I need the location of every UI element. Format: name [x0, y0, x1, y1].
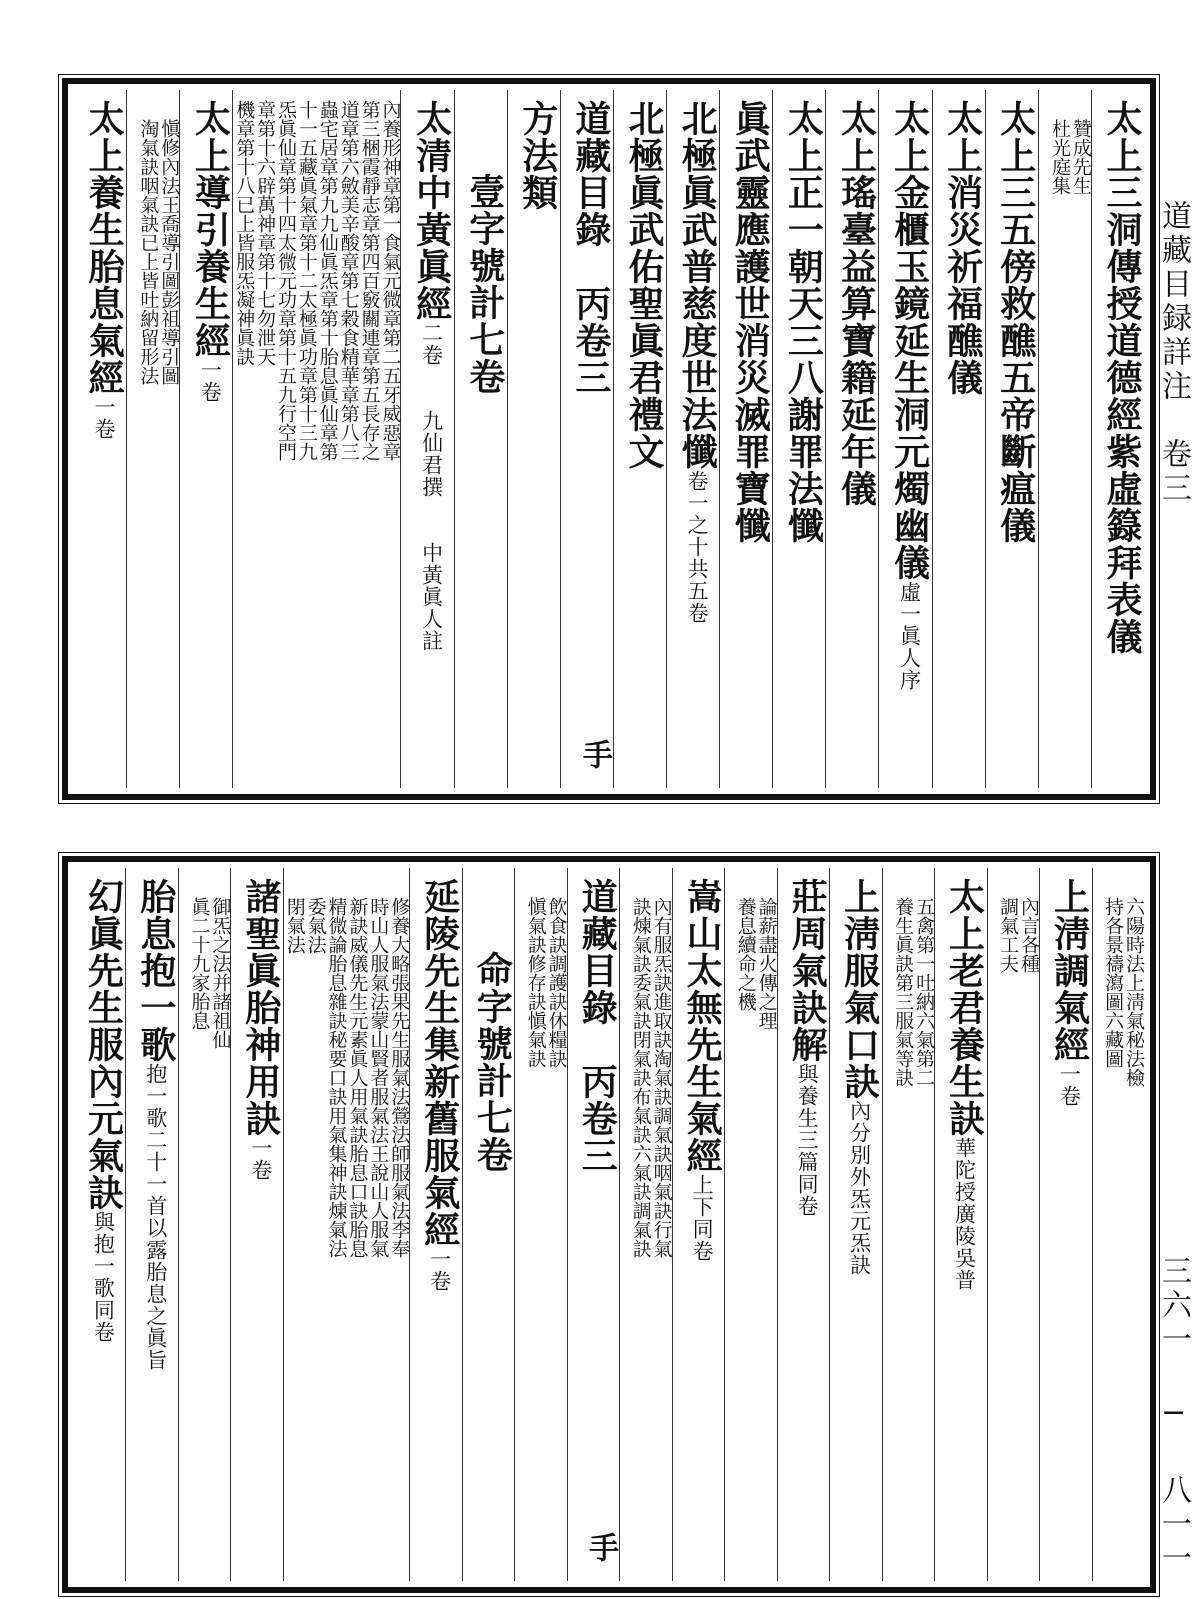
top-column: [454, 90, 507, 788]
top-column: [878, 90, 931, 788]
bottom-column: [777, 868, 829, 1581]
bottom-column: [619, 868, 671, 1581]
annotation-line: 內有服炁訣進取訣淘氣訣調氣訣咽氣訣行氣: [650, 878, 673, 1258]
entry-note: 一卷: [92, 396, 117, 440]
annotation-line: 道章第六斂美辛酸章第七穀食精華章第八三: [337, 100, 360, 461]
entry-title: 延陵先生集新舊服氣經: [418, 878, 461, 1248]
annotation-line: 持各景禱瀉圖六藏圖: [1102, 878, 1125, 1068]
top-page-columns: [74, 90, 1144, 788]
top-column: [932, 90, 985, 788]
entry-title: 眞武靈應護世消災滅罪寶懺: [729, 100, 772, 544]
annotation-line: 淘氣訣咽氣訣已上皆吐納留形法: [137, 100, 160, 385]
margin-book-title: 道藏目録詳注 卷三: [1156, 200, 1191, 506]
entry-note: 二卷 九仙君撰 中黃眞人註: [419, 322, 444, 652]
entry-title: 太上正一朝天三八謝罪法懺: [782, 100, 825, 544]
entry-title: 道藏目錄 丙卷三: [569, 100, 612, 396]
bottom-column: [1092, 868, 1144, 1581]
entry-title: 太上老君養生訣: [943, 878, 986, 1137]
entry-title: 諸聖眞胎神用訣: [239, 878, 282, 1137]
annotation-line: 御炁之法并諸祖仙: [209, 878, 232, 1049]
entry-title: 方法類: [516, 100, 559, 211]
top-column: [400, 90, 453, 788]
annotation-line: 論薪盡火傳之理: [755, 878, 778, 1030]
top-column: [507, 90, 560, 788]
top-column: [985, 90, 1038, 788]
entry-title: 幻眞先生服內元氣訣: [82, 878, 125, 1211]
entry-title: 太上消災祈福醮儀: [941, 100, 984, 396]
annotation-line: 章第十六辟萬神章第十七勿泄天: [254, 100, 277, 366]
entry-note: 一卷: [1057, 1063, 1082, 1107]
top-column: [232, 90, 400, 788]
top-column: [719, 90, 772, 788]
annotation-line: 內言各種: [1018, 878, 1041, 973]
entry-title: 嵩山太無先生氣經: [681, 878, 724, 1174]
top-column: [772, 90, 825, 788]
top-column: [1038, 90, 1091, 788]
annotation-line: 內養形神章第一食氣元微章第二五牙威惡章: [379, 100, 402, 461]
entry-title: 壹字號計七卷: [463, 136, 506, 395]
annotation-line: 杜光庭集: [1049, 100, 1071, 195]
entry-title: 上淸調氣經: [1048, 878, 1091, 1063]
entry-title: 北極眞武普慈度世法懺: [676, 100, 719, 470]
bottom-page-panel: [62, 856, 1156, 1593]
entry-title: 太上瑤臺益算寶籍延年儀: [835, 100, 878, 507]
bottom-column: [567, 868, 619, 1581]
annotation-line: 飲食訣調護訣休糧訣: [545, 878, 568, 1068]
top-column: [1091, 90, 1144, 788]
annotation-line: 贊成先生: [1069, 100, 1092, 195]
top-column: [560, 90, 613, 788]
entry-title: 太上金櫃玉鏡延生洞元燭幽儀: [888, 100, 931, 581]
annotation-line: 愼修內法王喬導引圖彭祖導引圖: [158, 100, 181, 385]
top-column: [613, 90, 666, 788]
annotation-line: 訣煉氣訣委氣訣閉氣訣布氣訣六氣訣調氣訣: [629, 878, 652, 1258]
bottom-column: [178, 868, 230, 1581]
top-page-panel: [62, 78, 1156, 800]
annotation-line: 新訣威儀先生元素眞人用氣訣胎息口訣胎息: [346, 878, 369, 1258]
bottom-page-columns: [74, 868, 1144, 1581]
annotation-line: 六陽時法上淸氣秘法檢: [1123, 878, 1145, 1087]
top-column: [666, 90, 719, 788]
entry-note: 與養生三篇同卷: [795, 1063, 820, 1217]
bottom-column: [1039, 868, 1091, 1581]
annotation-line: 十一五藏眞氣章第十二太極眞功章第十三九: [295, 100, 318, 461]
annotation-line: 第三梱霞靜志章第四百竅關連章第五長存之: [358, 100, 381, 461]
folio-mark: 手: [576, 739, 612, 770]
bottom-column: [724, 868, 776, 1581]
entry-note: 與抱一歌同卷: [91, 1211, 116, 1343]
bottom-column: [283, 868, 409, 1581]
entry-title: 命字號計七卷: [471, 914, 514, 1173]
annotation-line: 閉氣法: [283, 878, 306, 954]
margin-page-number: 三六一 ─ 八一一: [1156, 1255, 1191, 1576]
annotation-line: 委氣法: [304, 878, 327, 954]
entry-note: 上下同卷: [690, 1174, 715, 1262]
annotation-line: 養生眞訣第三服氣等訣: [892, 878, 915, 1087]
bottom-column: [882, 868, 934, 1581]
top-column: [126, 90, 179, 788]
entry-note: 卷一之十共五卷: [685, 470, 710, 624]
bottom-column: [829, 868, 881, 1581]
entry-title: 胎息抱一歌: [134, 878, 177, 1063]
entry-note: 一卷: [248, 1137, 273, 1181]
entry-note: 抱一歌二十一首以露胎息之眞旨: [143, 1063, 168, 1371]
top-column: [74, 90, 126, 788]
bottom-column: [514, 868, 566, 1581]
annotation-line: 眞二十九家胎息: [188, 878, 211, 1030]
entry-title: 太上導引養生經: [189, 100, 232, 359]
bottom-column: [987, 868, 1039, 1581]
bottom-column: [230, 868, 282, 1581]
entry-note: 一卷: [198, 359, 223, 403]
entry-note: 內分別外炁元炁訣: [847, 1100, 872, 1276]
folio-mark: 手: [583, 1532, 619, 1563]
entry-title: 太清中黃眞經: [410, 100, 453, 322]
top-column: [179, 90, 232, 788]
entry-note: 一卷: [427, 1248, 452, 1292]
bottom-column: [462, 868, 514, 1581]
annotation-line: 時山人服氣法蒙山賢者服氣法王說山人服氣: [367, 878, 390, 1258]
annotation-line: 修養大略張果先生服氣法鶯法師服氣法李奉: [388, 878, 411, 1258]
bottom-column: [672, 868, 724, 1581]
annotation-line: 機章第十八已上皆服炁凝神眞訣: [233, 100, 256, 366]
annotation-line: 炁眞仙章第十四太微元功章第十五九行空門: [275, 100, 298, 461]
annotation-line: 五禽第一吐納六氣第二: [913, 878, 936, 1087]
entry-title: 道藏目錄 丙卷三: [576, 878, 619, 1174]
bottom-column: [125, 868, 177, 1581]
top-column: [825, 90, 878, 788]
annotation-line: 精微論胎息雜訣秘要口訣用氣集神訣煉氣法: [325, 878, 348, 1258]
annotation-line: 蟲宅居章第九九仙眞炁章第十胎息眞仙章第: [316, 100, 339, 461]
bottom-column: [74, 868, 125, 1581]
entry-note: 華陀授廣陵吳普: [952, 1137, 977, 1291]
entry-title: 莊周氣訣解: [786, 878, 829, 1063]
entry-title: 太上三五傍救醮五帝斷瘟儀: [994, 100, 1037, 544]
entry-title: 北極眞武佑聖眞君禮文: [623, 100, 666, 470]
entry-title: 上淸服氣口訣: [838, 878, 881, 1100]
bottom-column: [934, 868, 986, 1581]
entry-title: 太上三洞傳授道德經紫虛籙拜表儀: [1101, 100, 1143, 655]
annotation-line: 養息續命之機: [734, 878, 757, 1011]
annotation-line: 愼氣訣修存訣愼氣訣: [524, 878, 547, 1068]
annotation-line: 調氣工夫: [997, 878, 1020, 973]
entry-note: 虛一眞人序: [897, 581, 922, 691]
bottom-column: [409, 868, 461, 1581]
entry-title: 太上養生胎息氣經: [83, 100, 126, 396]
